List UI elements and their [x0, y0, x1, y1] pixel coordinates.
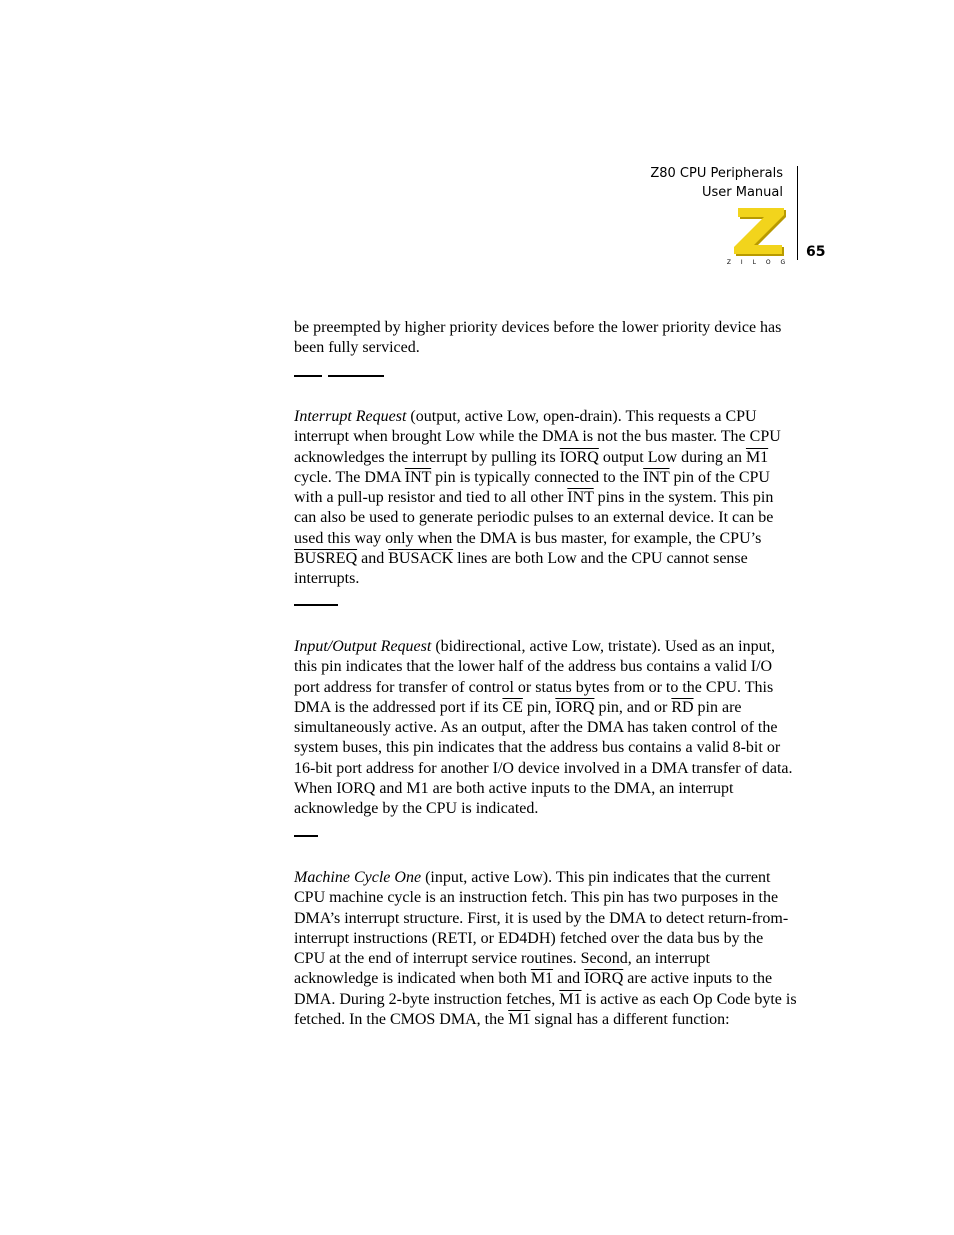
signal: BUSACK — [388, 550, 454, 568]
signal: IORQ — [555, 698, 595, 716]
signal: M1 — [745, 448, 769, 466]
signal: M1 — [530, 970, 554, 988]
header-divider — [797, 166, 798, 260]
signal-name-rule — [294, 375, 322, 377]
interrupt-request-description: Interrupt Request (output, active Low, open-drain). This requests a CPU interrupt when brought Low while the DMA is not the bus master. The CPU acknowledges the interrupt by pulling its IORQ output Low during an M1 cycle. The DMA $\overline{INT}$ pin is typically connected to the $\overline{INT}$ pin of the CPU with a pull-up resistor and tied to all other $\overline{INT}$ pins in the system. This pin can also be used to generate periodic pulses to an external device. It can be used this way only when the DMA is bus master, for example, the CPU’s BUSREQ and BUSACK lines are both Low and the CPU cannot sense interrupts. — [294, 408, 781, 588]
signal: $\overline{CE}$ — [502, 698, 523, 716]
signal: $\overline{INT}$ — [404, 468, 432, 486]
page-number: 65 — [806, 244, 826, 260]
signal: $\overline{INT}$ — [643, 468, 670, 486]
zilog-logo — [726, 205, 790, 266]
signal: BUSREQ — [294, 550, 358, 568]
term: Input/Output Request — [294, 638, 432, 655]
signal: M1 — [508, 1011, 531, 1029]
signal: IORQ — [584, 970, 624, 988]
term: Interrupt Request — [294, 408, 407, 425]
signal: $\overline{INT}$ — [567, 489, 594, 507]
signal-name-rule — [294, 835, 318, 837]
signal-name-rule — [294, 604, 338, 606]
term: Machine Cycle One — [294, 869, 422, 886]
manual-subtitle: User Manual — [701, 185, 783, 200]
machine-cycle-description: Machine Cycle One (input, active Low). This pin indicates that the current CPU machine cycle is an instruction fetch. This pin has two purposes in the DMA’s interrupt structure. First, it is used by the DMA to detect return-from-interrupt instructions (RETI, or ED4DH) fetched over the data bus by the CPU at the end of interrupt service routines. Second, an interrupt acknowledge is indicated when both M1 and IORQ are active inputs to the DMA. During 2-byte instruction fetches, M1 is active as each Op Code byte is fetched. In the CMOS DMA, the M1 signal has a different function: — [294, 869, 797, 1029]
signal: M1 — [559, 990, 582, 1008]
signal-name-rule — [328, 375, 384, 377]
signal: $\overline{RD}$ — [671, 698, 694, 716]
manual-title: Z80 CPU Peripherals — [650, 166, 783, 181]
io-request-description: Input/Output Request (bidirectional, active Low, tristate). Used as an input, this pin indicates that the lower half of the address bus contains a valid I/O port address for transfer of control or status bytes from or to the CPU. This DMA is the addressed port if its $\overline{CE}$ pin, IORQ pin, and or $\overline{RD}$ pin are simultaneously active. As an output, after the DMA has taken control of the system buses, this pin indicates that the address bus contains a valid 8-bit or 16-bit port address for another I/O device involved in a DMA transfer of data. When IORQ and M1 are both active inputs to the DMA, an interrupt acknowledge by the CPU is indicated. — [294, 638, 793, 818]
paragraph-text: be preempted by higher priority devices before the lower priority device has been fully serviced. — [294, 319, 782, 357]
signal: IORQ — [559, 448, 599, 466]
logo-wordmark: Z I L O G — [726, 259, 790, 266]
paragraph-continued — [294, 318, 798, 359]
running-header — [560, 164, 783, 202]
